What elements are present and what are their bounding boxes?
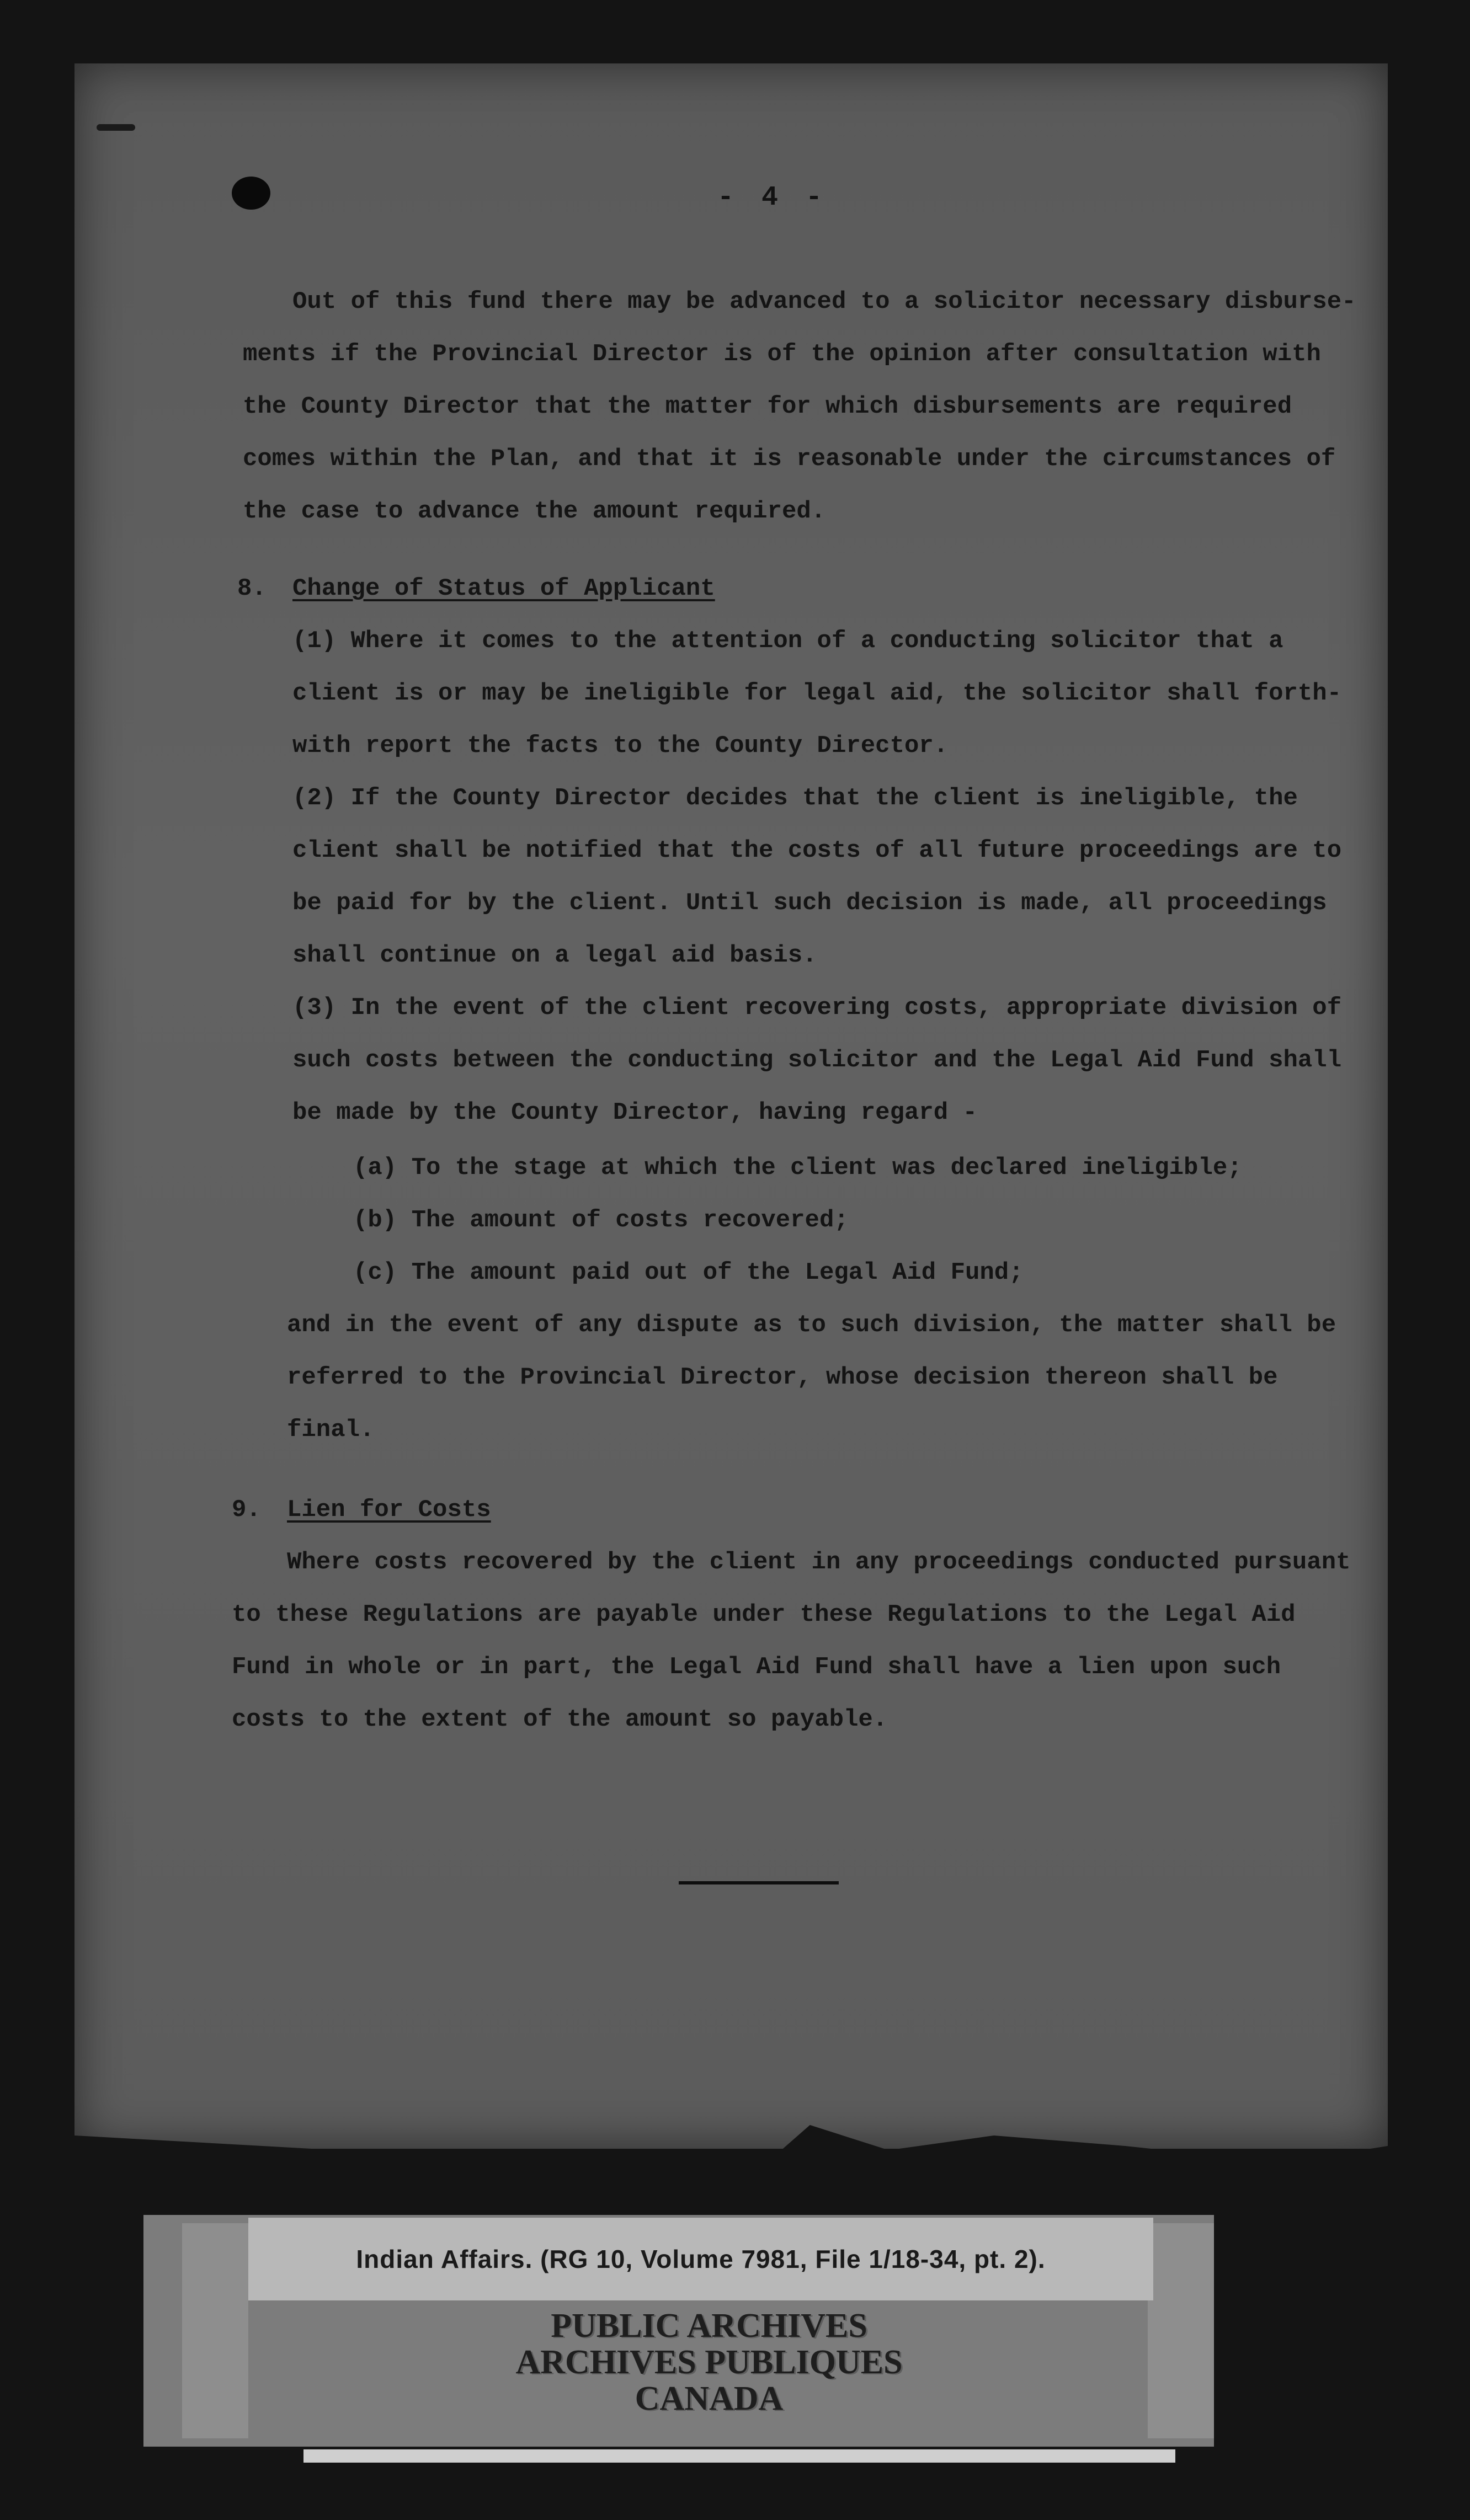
punch-hole [232, 177, 270, 210]
archive-reference-tab [248, 2218, 1153, 2300]
text-line: and in the event of any dispute as to such division, the matter shall be [287, 1311, 1336, 1339]
text-line: shall continue on a legal aid basis. [292, 942, 817, 969]
text-line: client shall be notified that the costs of all future proceedings are to [292, 837, 1342, 864]
section-heading: Change of Status of Applicant [292, 575, 715, 602]
bottom-bar [303, 2449, 1175, 2463]
text-line: with report the facts to the County Director. [292, 732, 949, 760]
archive-stamp [419, 2309, 999, 2418]
text-line: comes within the Plan, and that it is reasonable under the circumstances of [243, 445, 1336, 473]
text-line: costs to the extent of the amount so payable. [232, 1706, 888, 1733]
archive-reference: Indian Affairs. (RG 10, Volume 7981, File 1/18-34, pt. 2). [356, 2245, 1046, 2273]
text-line: the County Director that the matter for which disbursements are required [243, 393, 1292, 420]
text-line: final. [287, 1416, 375, 1444]
section-number: 9. [232, 1496, 261, 1524]
text-line: Out of this fund there may be advanced to a solicitor necessary disburse- [292, 288, 1356, 316]
section-heading: Lien for Costs [287, 1496, 491, 1524]
text-line: (3) In the event of the client recovering costs, appropriate division of [292, 994, 1342, 1022]
text-line: be paid for by the client. Until such decision is made, all proceedings [292, 889, 1327, 917]
text-line: (1) Where it comes to the attention of a conducting solicitor that a [292, 627, 1283, 655]
text-line: (2) If the County Director decides that the client is ineligible, the [292, 784, 1298, 812]
text-line: be made by the County Director, having regard - [292, 1099, 978, 1126]
list-item: (c) The amount paid out of the Legal Aid Fund; [353, 1259, 1024, 1286]
section-number: 8. [237, 575, 267, 602]
list-item: (a) To the stage at which the client was declared ineligible; [353, 1154, 1242, 1182]
end-rule [679, 1881, 839, 1884]
text-line: client is or may be ineligible for legal aid, the solicitor shall forth- [292, 680, 1342, 707]
text-line: referred to the Provincial Director, whose decision thereon shall be [287, 1364, 1278, 1391]
list-item: (b) The amount of costs recovered; [353, 1206, 849, 1234]
text-line: such costs between the conducting solicitor and the Legal Aid Fund shall [292, 1047, 1342, 1074]
ink-blot [97, 124, 135, 131]
text-line: ments if the Provincial Director is of the opinion after consultation with [243, 340, 1321, 368]
label-side-left [182, 2223, 248, 2438]
stamp-line: PUBLIC ARCHIVES [551, 2307, 867, 2345]
text-line: to these Regulations are payable under these Regulations to the Legal Aid [232, 1601, 1296, 1629]
stamp-line: ARCHIVES PUBLIQUES [515, 2343, 903, 2381]
stamp-line: CANADA [635, 2380, 784, 2417]
label-side-right [1148, 2223, 1214, 2438]
text-line: Where costs recovered by the client in any proceedings conducted pursuant [287, 1549, 1351, 1576]
text-line: Fund in whole or in part, the Legal Aid Fund shall have a lien upon such [232, 1653, 1281, 1681]
text-line: the case to advance the amount required. [243, 498, 826, 525]
page-number: - 4 - [717, 182, 828, 213]
